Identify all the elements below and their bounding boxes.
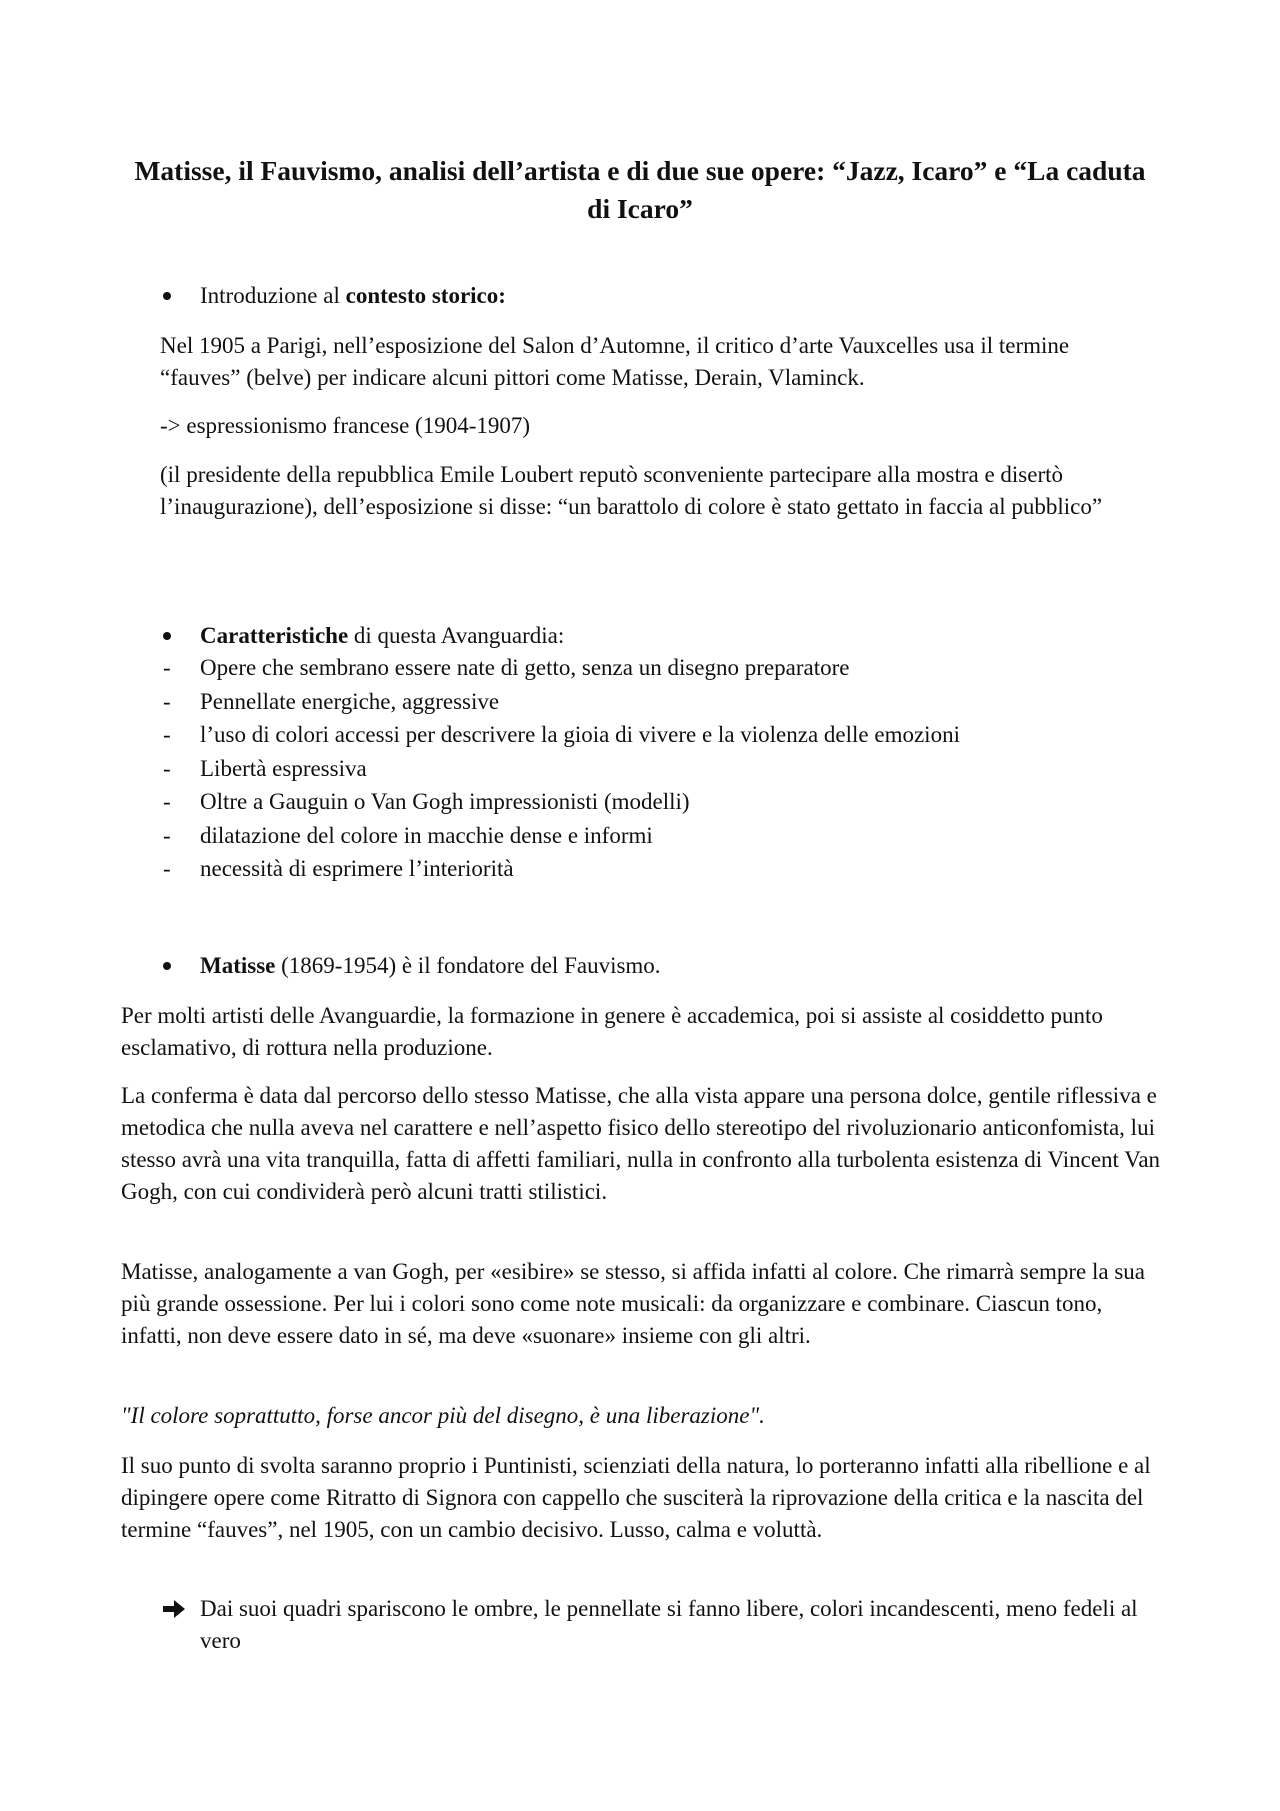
dash-icon: - — [163, 789, 171, 814]
bullet-lead-bold: Caratteristiche — [200, 623, 349, 648]
bullet-icon — [163, 292, 171, 300]
bullet-lead-bold: Matisse — [200, 953, 276, 978]
list-item: - Oltre a Gauguin o Van Gogh impressionisti (modelli) — [160, 786, 1160, 820]
dash-icon: - — [163, 755, 171, 781]
dash-icon: - — [163, 655, 171, 680]
bullet-icon — [163, 632, 171, 640]
bullet-lead: Introduzione al — [200, 283, 346, 308]
bullet-lead-bold: contesto storico: — [345, 283, 506, 308]
paragraph-conferma: La conferma è data dal percorso dello stesso Matisse, che alla vista appare una persona dolce, gentile riflessiva e metodica che nulla aveva nel carattere e nell’aspetto fisico dello stereotipo del rivoluzionario anticonfomista, lui stesso avrà una vita tranquilla, fatta di affetti familiari, nulla in confronto alla turbolenta esistenza di Vincent Van Gogh, con cui condividerà però alcuni tratti stilistici. — [121, 1083, 1161, 1204]
list-item: - l’uso di colori accessi per descrivere la gioia di vivere e la violenza delle emozioni — [160, 719, 1160, 753]
document-title: Matisse, il Fauvismo, analisi dell’artista e di due sue opere: “Jazz, Icaro” e “La caduta di Icaro” — [134, 155, 1146, 224]
list-item: - necessità di esprimere l’interiorità — [160, 853, 1160, 887]
dash-icon: - — [163, 856, 171, 881]
paragraph-espressionismo: -> espressionismo francese (1904-1907) — [160, 413, 531, 438]
list-item: - Libertà espressiva — [160, 753, 1160, 787]
paragraph-colore: Matisse, analogamente a van Gogh, per «esibire» se stesso, si affida infatti al colore. Che rimarrà sempre la sua più grande ossessione. Per lui i colori sono come note musicali: da organizzare e combinare. Ciascun tono, infatti, non deve essere dato in sé, ma deve «suonare» insieme con gli altri. — [121, 1259, 1146, 1348]
bullet-lead: di questa Avanguardia: — [348, 623, 565, 648]
bullet-icon — [163, 962, 171, 970]
bullet-lead: (1869-1954) è il fondatore del Fauvismo. — [275, 953, 661, 978]
list-item: - dilatazione del colore in macchie dense e informi — [160, 820, 1160, 854]
paragraph-presidente: (il presidente della repubblica Emile Loubert reputò sconveniente partecipare alla mostra e disertò l’inaugurazione), dell’esposizione si disse: “un barattolo di colore è stato gettato in faccia al pubblico” — [160, 462, 1103, 519]
dash-icon: - — [163, 822, 171, 848]
arrow-item-text: Dai suoi quadri spariscono le ombre, le pennellate si fanno libere, colori incandescenti, meno fedeli al vero — [200, 1596, 1138, 1653]
paragraph-salon: Nel 1905 a Parigi, nell’esposizione del Salon d’Automne, il critico d’arte Vauxcelles usa il termine “fauves” (belve) per indicare alcuni pittori come Matisse, Derain, Vlaminck. — [160, 333, 1070, 390]
dash-icon: - — [163, 688, 171, 714]
arrow-right-icon — [163, 1600, 185, 1618]
paragraph-svolta: Il suo punto di svolta saranno proprio i Puntinisti, scienziati della natura, lo porteranno infatti alla ribellione e al dipingere opere come Ritratto di Signora con cappello che susciterà la riprovazione della critica e la nascita del termine “fauves”, nel 1905, con un cambio decisivo. Lusso, calma e voluttà. — [121, 1453, 1151, 1542]
list-item: - Opere che sembrano essere nate di getto, senza un disegno preparatore — [160, 652, 1160, 686]
dash-icon: - — [163, 722, 171, 747]
caratteristiche-list — [160, 652, 1160, 887]
quote-colore: "Il colore soprattutto, forse ancor più del disegno, è una liberazione". — [121, 1403, 765, 1428]
list-item: - Pennellate energiche, aggressive — [160, 686, 1160, 720]
paragraph-formazione: Per molti artisti delle Avanguardie, la formazione in genere è accademica, poi si assiste al cosiddetto punto esclamativo, di rottura nella produzione. — [121, 1003, 1103, 1060]
